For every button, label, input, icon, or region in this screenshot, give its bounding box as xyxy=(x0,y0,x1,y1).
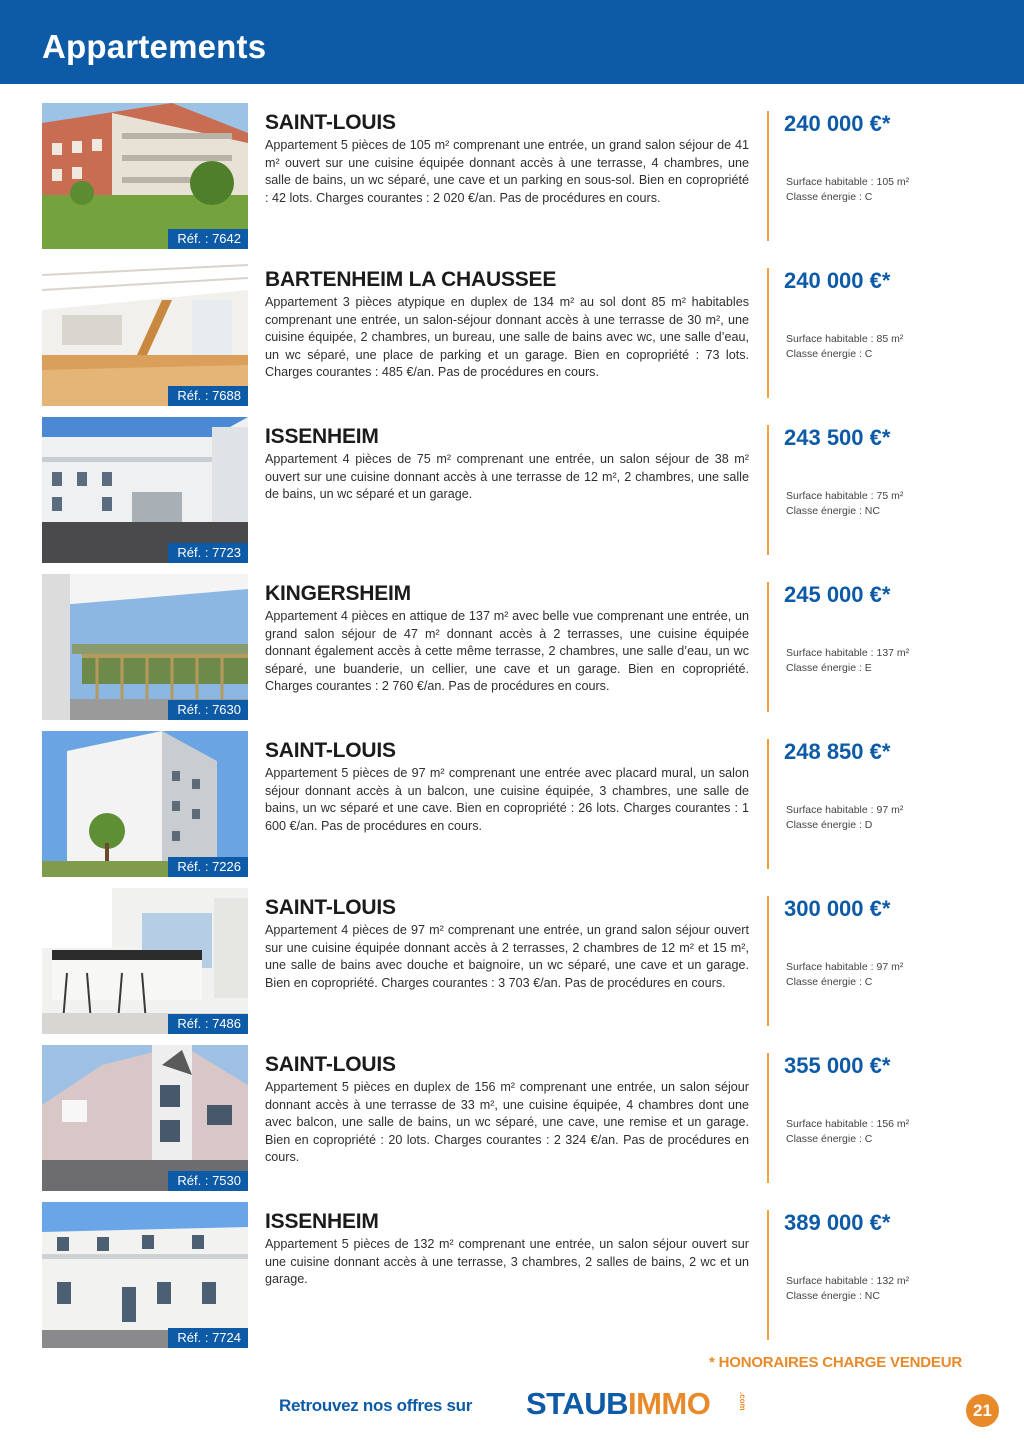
kitchen-interior-icon xyxy=(42,888,248,1034)
surface-text: Surface habitable : 85 m² xyxy=(786,333,904,345)
listing-description: Appartement 5 pièces de 97 m² comprenant une entrée avec placard mural, un salon séjour donnant accès à un balcon, une cuisine équipée, 3 chambres, une salle de bains, un wc séparé et une cave. Bien en copropriété : 26 lots. Charges courantes : 1 600 €/an. Pas de procédures en cours. xyxy=(265,766,749,833)
divider-line xyxy=(767,425,769,555)
listing-meta xyxy=(786,803,903,833)
surface-text: Surface habitable : 105 m² xyxy=(786,176,910,188)
listing-photo xyxy=(42,1202,248,1348)
energy-class-text: Classe énergie : C xyxy=(786,976,873,988)
energy-class-text: Classe énergie : NC xyxy=(786,1290,880,1302)
brand-logo-part1: STAUB xyxy=(526,1386,628,1421)
listing-price: 240 000 €* xyxy=(784,268,891,293)
listing-meta xyxy=(786,960,903,990)
surface-text: Surface habitable : 132 m² xyxy=(786,1275,910,1287)
surface-text: Surface habitable : 97 m² xyxy=(786,961,904,973)
white-building-facade-icon xyxy=(42,1202,248,1348)
listing-card xyxy=(0,574,1024,726)
listing-photo xyxy=(42,260,248,406)
tall-apartment-block-icon xyxy=(42,731,248,877)
reference-label: Réf. : 7688 xyxy=(168,386,248,406)
listing-price: 240 000 €* xyxy=(784,111,891,136)
listing-photo xyxy=(42,417,248,563)
listing-description: Appartement 5 pièces de 132 m² comprenant une entrée, un salon séjour ouvert sur une cuisine donnant accès à une terrasse, 3 chambres, 2 salles de bains, 2 wc et un garage. xyxy=(265,1237,749,1287)
listing-city: ISSENHEIM xyxy=(265,1210,379,1233)
listing-card xyxy=(0,417,1024,569)
listing-price: 245 000 €* xyxy=(784,582,891,607)
page-title: Appartements xyxy=(42,28,267,65)
listing-photo xyxy=(42,731,248,877)
listing-meta xyxy=(786,489,903,519)
listing-description: Appartement 5 pièces de 105 m² comprenant une entrée, un grand salon séjour de 41 m² ouvert sur une cuisine équipée donnant accès à une terrasse, 4 chambres, une salle de bains, un wc séparé, une cave et un parking en sous-sol. Bien en copropriété : 42 lots. Charges courantes : 2 020 €/an. Pas de procédures en cours. xyxy=(265,138,749,205)
surface-text: Surface habitable : 156 m² xyxy=(786,1118,910,1130)
divider-line xyxy=(767,582,769,712)
page-header xyxy=(0,0,1024,84)
listing-city: KINGERSHEIM xyxy=(265,582,411,605)
listing-price: 389 000 €* xyxy=(784,1210,891,1235)
apartment-building-balconies-icon xyxy=(42,103,248,249)
listing-card xyxy=(0,888,1024,1040)
divider-line xyxy=(767,896,769,1026)
brand-logo-part2: IMMO xyxy=(627,1386,711,1421)
reference-label: Réf. : 7724 xyxy=(168,1328,248,1348)
energy-class-text: Classe énergie : C xyxy=(786,348,873,360)
divider-line xyxy=(767,111,769,241)
listing-meta xyxy=(786,332,903,362)
listing-photo xyxy=(42,888,248,1034)
reference-label: Réf. : 7530 xyxy=(168,1171,248,1191)
surface-text: Surface habitable : 137 m² xyxy=(786,647,910,659)
listing-meta xyxy=(786,175,909,205)
listing-photo xyxy=(42,574,248,720)
reference-label: Réf. : 7486 xyxy=(168,1014,248,1034)
listing-description: Appartement 4 pièces en attique de 137 m² avec belle vue comprenant une entrée, un grand salon séjour de 47 m² donnant accès à 2 terrasses, une cuisine équipée donnant également accès à cette même terrasse, 2 chambres, une salle d’eau, un wc séparé, une buanderie, un cellier, une cave et un garage. Bien en copropriété. Charges courantes : 2 760 €/an. Pas de procédures en cours. xyxy=(265,609,749,694)
reference-label: Réf. : 7226 xyxy=(168,857,248,877)
reference-label: Réf. : 7642 xyxy=(168,229,248,249)
white-residence-exterior-icon xyxy=(42,417,248,563)
energy-class-text: Classe énergie : D xyxy=(786,819,873,831)
energy-class-text: Classe énergie : NC xyxy=(786,505,880,517)
listing-card xyxy=(0,731,1024,883)
offers-link-text: Retrouvez nos offres sur xyxy=(279,1396,473,1415)
reference-label: Réf. : 7630 xyxy=(168,700,248,720)
listing-card xyxy=(0,1045,1024,1197)
listing-description: Appartement 5 pièces en duplex de 156 m² comprenant une entrée, un salon séjour donnant accès à une terrasse de 33 m², une cuisine équipée, 4 chambres dont une avec balcon, une salle de bains, un wc séparé, une cave, une remise et un garage. Bien en copropriété : 20 lots. Charges courantes : 2 324 €/an. Pas de procédures en cours. xyxy=(265,1080,749,1165)
terrace-view-icon xyxy=(42,574,248,720)
listing-city: BARTENHEIM LA CHAUSSEE xyxy=(265,268,557,291)
pink-facade-building-icon xyxy=(42,1045,248,1191)
brand-logo-suffix: .com xyxy=(738,1392,747,1411)
divider-line xyxy=(767,1210,769,1340)
listing-city: SAINT-LOUIS xyxy=(265,111,396,134)
listing-price: 300 000 €* xyxy=(784,896,891,921)
surface-text: Surface habitable : 97 m² xyxy=(786,804,904,816)
listing-card xyxy=(0,1202,1024,1354)
listing-city: ISSENHEIM xyxy=(265,425,379,448)
listing-price: 355 000 €* xyxy=(784,1053,891,1078)
fee-note: * HONORAIRES CHARGE VENDEUR xyxy=(709,1354,962,1371)
listing-photo xyxy=(42,1045,248,1191)
listing-description: Appartement 4 pièces de 97 m² comprenant une entrée, un grand salon séjour ouvert sur une cuisine équipée donnant accès à 2 terrasses, 2 chambres de 12 m² et 15 m², une salle de bains avec douche et baignoire, un wc séparé, une cave et un garage. Bien en copropriété. Charges courantes : 3 703 €/an. Pas de procédures en cours. xyxy=(265,923,749,990)
listing-price: 243 500 €* xyxy=(784,425,891,450)
reference-label: Réf. : 7723 xyxy=(168,543,248,563)
page-number: 21 xyxy=(966,1394,999,1427)
divider-line xyxy=(767,268,769,398)
listing-price: 248 850 €* xyxy=(784,739,891,764)
listing-city: SAINT-LOUIS xyxy=(265,896,396,919)
listing-description: Appartement 3 pièces atypique en duplex de 134 m² au sol dont 85 m² habitables comprenant une entrée, un salon-séjour donnant accès à une terrasse de 30 m², une cuisine équipée, 2 chambres, un bureau, une salle de bains avec wc, une salle d’eau, un wc séparé, une place de parking et un garage. Bien en copropriété : 73 lots. Charges courantes : 485 €/an. Pas de procédures en cours. xyxy=(265,295,749,380)
listing-photo xyxy=(42,103,248,249)
divider-line xyxy=(767,1053,769,1183)
energy-class-text: Classe énergie : E xyxy=(786,662,872,674)
listing-city: SAINT-LOUIS xyxy=(265,739,396,762)
listing-meta xyxy=(786,646,909,676)
duplex-interior-staircase-icon xyxy=(42,260,248,406)
listing-card xyxy=(0,260,1024,412)
surface-text: Surface habitable : 75 m² xyxy=(786,490,904,502)
listing-city: SAINT-LOUIS xyxy=(265,1053,396,1076)
divider-line xyxy=(767,739,769,869)
brand-logo[interactable] xyxy=(526,1386,710,1422)
listing-meta xyxy=(786,1274,909,1304)
listing-meta xyxy=(786,1117,909,1147)
energy-class-text: Classe énergie : C xyxy=(786,191,873,203)
energy-class-text: Classe énergie : C xyxy=(786,1133,873,1145)
listing-description: Appartement 4 pièces de 75 m² comprenant une entrée, un salon séjour de 38 m² ouvert sur une cuisine donnant accès à une terrasse de 12 m², 2 chambres, une salle de bains, un wc séparé et un garage. xyxy=(265,452,749,502)
listing-card xyxy=(0,103,1024,255)
